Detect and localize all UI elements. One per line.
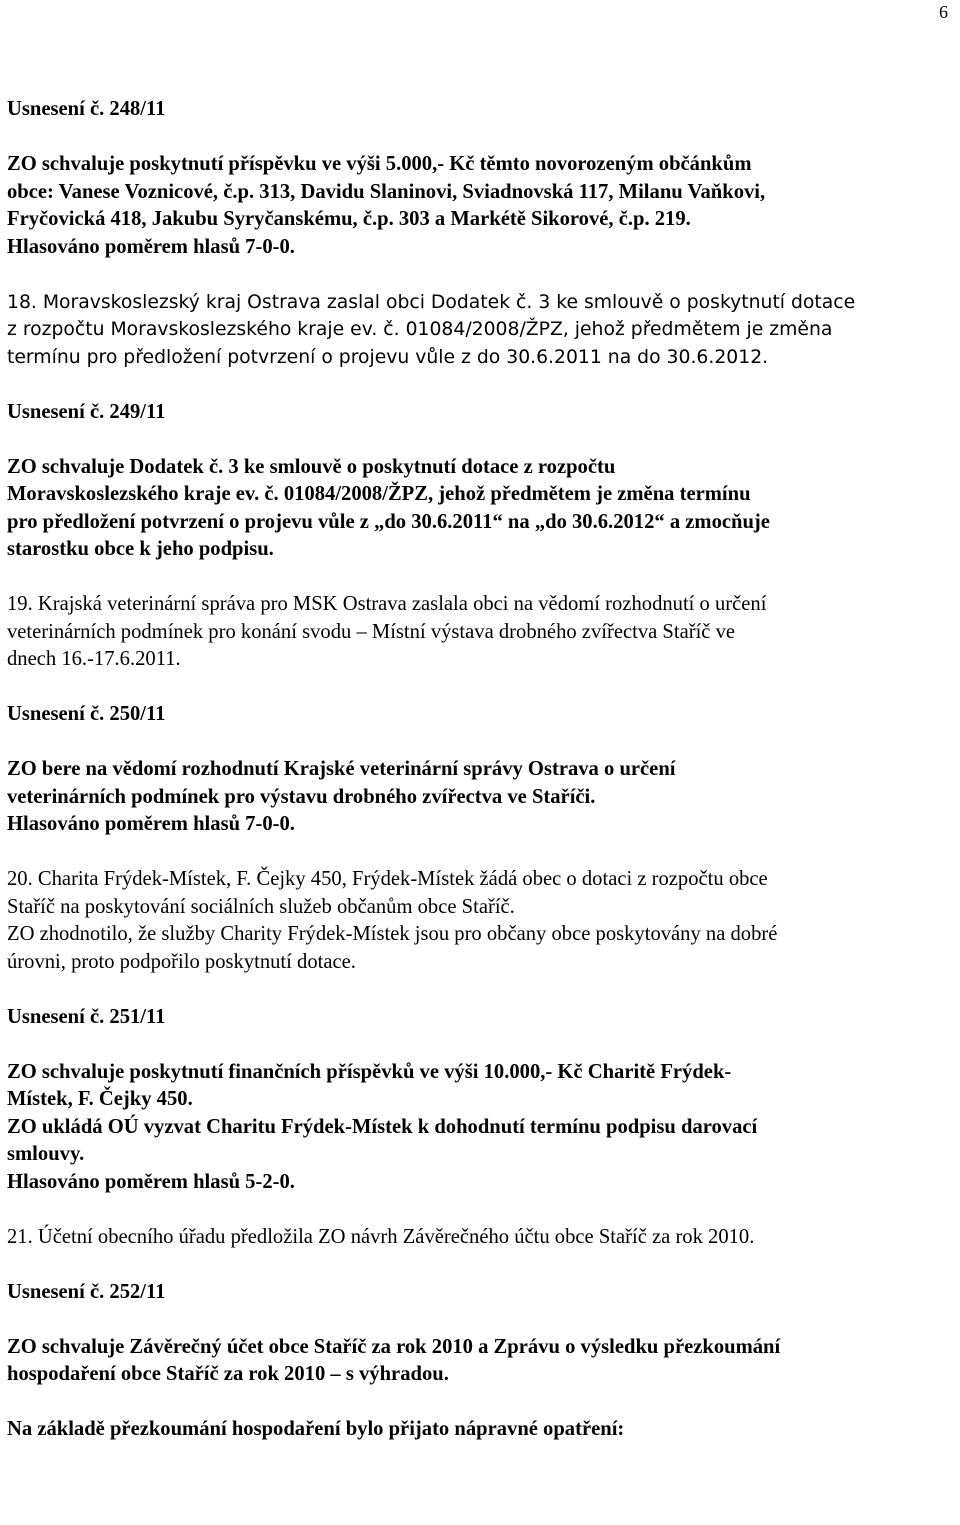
text-line: ZO schvaluje poskytnutí finančních příspěvků ve výši 10.000,- Kč Charitě Frýdek- [7, 1060, 732, 1083]
paragraph-spacer [7, 564, 952, 592]
agenda-item-paragraph [7, 866, 952, 976]
text-line: Místek, F. Čejky 450. [7, 1088, 193, 1110]
decision-paragraph [7, 1416, 952, 1444]
text-line: ZO schvaluje Dodatek č. 3 ke smlouvě o poskytnutí dotace z rozpočtu [7, 455, 616, 478]
decision-paragraph [7, 1059, 952, 1197]
paragraph-spacer [7, 426, 952, 454]
text-line: smlouvy. [7, 1143, 85, 1165]
text-line: Staříč na poskytování sociálních služeb občanům obce Staříč. [7, 895, 515, 918]
text-line: 21. Účetní obecního úřadu předložila ZO návrh Závěrečného účtu obce Staříč za rok 2010. [7, 1225, 755, 1248]
decision-paragraph [7, 756, 952, 839]
decision-paragraph [7, 1334, 952, 1389]
resolution-heading [7, 1004, 952, 1032]
text-line: Hlasováno poměrem hlasů 7-0-0. [7, 235, 295, 258]
decision-paragraph [7, 454, 952, 564]
text-line: Usnesení č. 252/11 [7, 1280, 166, 1303]
decision-paragraph [7, 151, 952, 261]
text-line: hospodaření obce Staříč za rok 2010 – s výhradou. [7, 1363, 449, 1385]
text-line: pro předložení potvrzení o projevu vůle z „do 30.6.2011“ na „do 30.6.2012“ a zmocňuje [7, 510, 770, 533]
resolution-heading [7, 96, 952, 124]
text-line: úrovni, proto podpořilo poskytnutí dotace. [7, 950, 356, 973]
page-number: 6 [939, 2, 948, 22]
text-line: Moravskoslezského kraje ev. č. 01084/2008/ŽPZ, jehož předmětem je změna termínu [7, 483, 751, 505]
text-line: ZO ukládá OÚ vyzvat Charitu Frýdek-Místek k dohodnutí termínu podpisu darovací [7, 1115, 758, 1138]
text-line: veterinárních podmínek pro výstavu drobného zvířectva ve Staříči. [7, 785, 596, 808]
paragraph-spacer [7, 124, 952, 152]
text-line: dnech 16.-17.6.2011. [7, 648, 181, 670]
text-line: z rozpočtu Moravskoslezského kraje ev. č. 01084/2008/ŽPZ, jehož předmětem je změna [7, 319, 833, 340]
agenda-item-paragraph [7, 591, 952, 674]
paragraph-spacer [7, 1389, 952, 1417]
text-line: 19. Krajská veterinární správa pro MSK Ostrava zaslala obci na vědomí rozhodnutí o určení [7, 593, 767, 615]
text-line: Fryčovická 418, Jakubu Syryčanskému, č.p. 303 a Markétě Sikorové, č.p. 219. [7, 208, 691, 230]
paragraph-spacer [7, 1196, 952, 1224]
paragraph-spacer [7, 1031, 952, 1059]
text-line: ZO schvaluje poskytnutí příspěvku ve výši 5.000,- Kč těmto novorozeným občánkům [7, 153, 752, 175]
text-line: veterinárních podmínek pro konání svodu – Místní výstava drobného zvířectva Staříč ve [7, 620, 736, 643]
text-line: Usnesení č. 248/11 [7, 98, 166, 120]
text-line: 18. Moravskoslezský kraj Ostrava zaslal obci Dodatek č. 3 ke smlouvě o poskytnutí dotace [7, 291, 856, 313]
text-line: obce: Vanese Voznicové, č.p. 313, Davidu Slaninovi, Sviadnovská 117, Milanu Vaňkovi, [7, 180, 766, 203]
paragraph-spacer [7, 839, 952, 867]
paragraph-spacer [7, 674, 952, 702]
text-line: ZO bere na vědomí rozhodnutí Krajské veterinární správy Ostrava o určení [7, 758, 676, 780]
paragraph-spacer [7, 1251, 952, 1279]
agenda-item-paragraph [7, 1224, 952, 1252]
resolution-heading [7, 399, 952, 427]
agenda-item-paragraph [7, 289, 952, 372]
document-body [7, 96, 952, 1444]
text-line: Usnesení č. 250/11 [7, 703, 166, 725]
resolution-heading [7, 701, 952, 729]
resolution-heading [7, 1279, 952, 1307]
text-line: termínu pro předložení potvrzení o projevu vůle z do 30.6.2011 na do 30.6.2012. [7, 346, 769, 368]
text-line: ZO schvaluje Závěrečný účet obce Staříč za rok 2010 a Zprávu o výsledku přezkoumání [7, 1335, 781, 1358]
text-line: Hlasováno poměrem hlasů 5-2-0. [7, 1170, 295, 1193]
text-line: Hlasováno poměrem hlasů 7-0-0. [7, 813, 295, 835]
text-line: ZO zhodnotilo, že služby Charity Frýdek-Místek jsou pro občany obce poskytovány na dobré [7, 923, 778, 945]
paragraph-spacer [7, 1306, 952, 1334]
paragraph-spacer [7, 976, 952, 1004]
paragraph-spacer [7, 371, 952, 399]
text-line: Na základě přezkoumání hospodaření bylo přijato nápravné opatření: [7, 1418, 625, 1440]
text-line: starostku obce k jeho podpisu. [7, 538, 274, 560]
paragraph-spacer [7, 729, 952, 757]
paragraph-spacer [7, 261, 952, 289]
text-line: 20. Charita Frýdek-Místek, F. Čejky 450, Frýdek-Místek žádá obec o dotaci z rozpočtu obce [7, 868, 768, 890]
text-line: Usnesení č. 249/11 [7, 400, 166, 423]
text-line: Usnesení č. 251/11 [7, 1005, 166, 1028]
